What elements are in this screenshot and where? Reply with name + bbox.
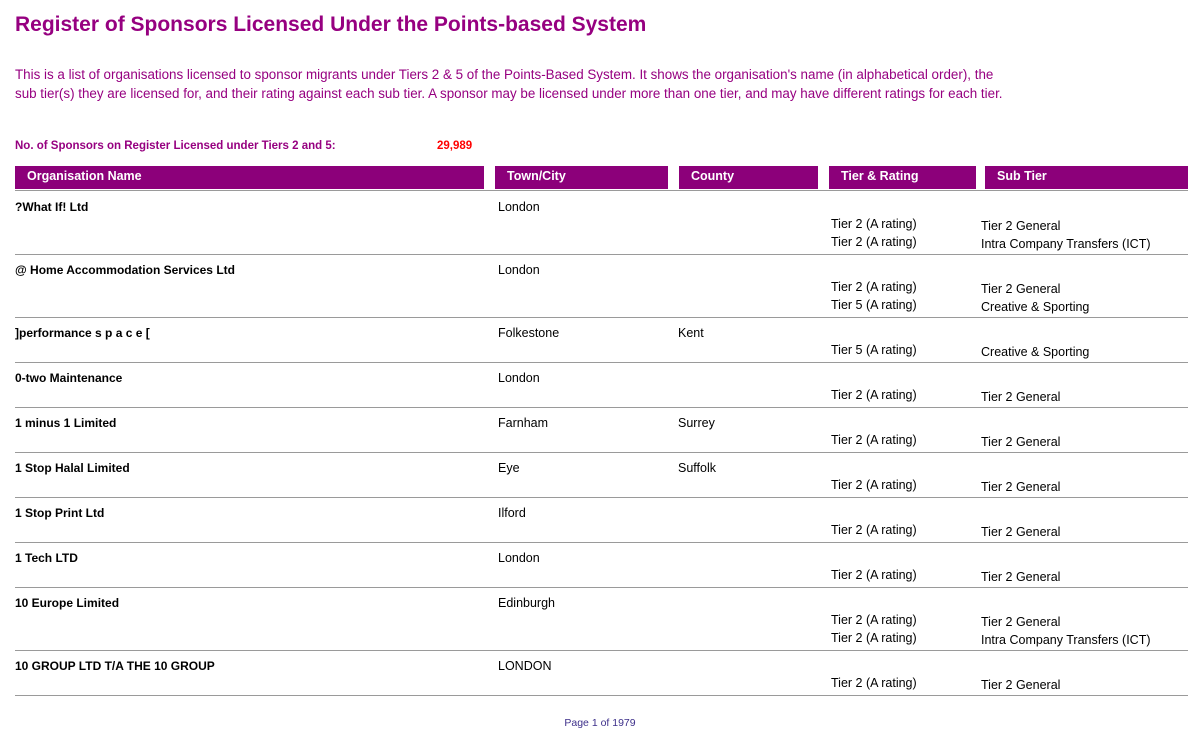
sub-tier: Tier 2 General	[981, 435, 1061, 449]
tier-rating: Tier 2 (A rating)	[831, 523, 917, 537]
organisation-name: ?What If! Ltd	[15, 200, 89, 214]
table-row	[0, 318, 1200, 363]
sub-tier: Tier 2 General	[981, 480, 1061, 494]
tier-rating: Tier 2 (A rating)	[831, 217, 917, 231]
table-row	[0, 453, 1200, 498]
header-town-city: Town/City	[495, 166, 668, 189]
table-row	[0, 192, 1200, 255]
tier-rating: Tier 2 (A rating)	[831, 613, 917, 627]
tier-entry	[0, 478, 1200, 496]
organisation-name: @ Home Accommodation Services Ltd	[15, 263, 235, 277]
organisation-name: ]performance s p a c e [	[15, 326, 150, 340]
tier-entry	[0, 298, 1200, 316]
tier-entry	[0, 343, 1200, 361]
organisation-name: 10 GROUP LTD T/A THE 10 GROUP	[15, 659, 215, 673]
tier-entry	[0, 613, 1200, 631]
header-county: County	[679, 166, 818, 189]
tier-rating: Tier 2 (A rating)	[831, 388, 917, 402]
tier-entry	[0, 433, 1200, 451]
sub-tier: Tier 2 General	[981, 282, 1061, 296]
organisation-name: 10 Europe Limited	[15, 596, 120, 610]
town-city: London	[498, 551, 540, 565]
town-city: Folkestone	[498, 326, 560, 340]
header-organisation-name: Organisation Name	[15, 166, 484, 189]
tier-entry	[0, 280, 1200, 298]
town-city: London	[498, 200, 540, 214]
row-divider	[15, 695, 1188, 696]
sub-tier: Tier 2 General	[981, 615, 1061, 629]
page-footer: Page 1 of 1979	[564, 717, 636, 729]
table-row	[0, 408, 1200, 453]
table-row	[0, 588, 1200, 651]
tier-entry	[0, 235, 1200, 253]
sub-tier: Tier 2 General	[981, 678, 1061, 692]
town-city: Edinburgh	[498, 596, 555, 610]
organisation-name: 1 Stop Halal Limited	[15, 461, 130, 475]
intro-paragraph: This is a list of organisations licensed to sponsor migrants under Tiers 2 & 5 of the Points-Based System. It shows the organisation's name (in alphabetical order), the sub tier(s) they are licensed for, and their rating against each sub tier. A sponsor may be licensed under more than one tier, and may have different ratings for each tier.	[15, 67, 1003, 101]
organisation-name: 1 Tech LTD	[15, 551, 78, 565]
tier-rating: Tier 5 (A rating)	[831, 298, 917, 312]
table-row	[0, 363, 1200, 408]
organisation-name: 0-two Maintenance	[15, 371, 123, 385]
town-city: London	[498, 371, 540, 385]
tier-rating: Tier 5 (A rating)	[831, 343, 917, 357]
tier-entry	[0, 217, 1200, 235]
tier-entry	[0, 523, 1200, 541]
town-city: Eye	[498, 461, 520, 475]
town-city: Ilford	[498, 506, 526, 520]
tier-entry	[0, 676, 1200, 694]
table-row	[0, 255, 1200, 318]
tier-rating: Tier 2 (A rating)	[831, 235, 917, 249]
sub-tier: Tier 2 General	[981, 390, 1061, 404]
tier-rating: Tier 2 (A rating)	[831, 676, 917, 690]
tier-entry	[0, 388, 1200, 406]
sub-tier: Tier 2 General	[981, 570, 1061, 584]
sub-tier: Intra Company Transfers (ICT)	[981, 237, 1151, 251]
sub-tier: Intra Company Transfers (ICT)	[981, 633, 1151, 647]
header-tier-rating: Tier & Rating	[829, 166, 976, 189]
tier-rating: Tier 2 (A rating)	[831, 568, 917, 582]
tier-entry	[0, 631, 1200, 649]
sub-tier: Creative & Sporting	[981, 345, 1090, 359]
table-row	[0, 543, 1200, 588]
county: Surrey	[678, 416, 715, 430]
tier-rating: Tier 2 (A rating)	[831, 478, 917, 492]
sub-tier: Creative & Sporting	[981, 300, 1090, 314]
page-title: Register of Sponsors Licensed Under the Points-based System	[15, 13, 647, 36]
tier-entry	[0, 568, 1200, 586]
sponsor-count-value: 29,989	[437, 140, 473, 152]
tier-rating: Tier 2 (A rating)	[831, 631, 917, 645]
header-sub-tier: Sub Tier	[985, 166, 1188, 189]
tier-rating: Tier 2 (A rating)	[831, 433, 917, 447]
sponsor-count-label: No. of Sponsors on Register Licensed under Tiers 2 and 5:	[15, 140, 336, 152]
sub-tier: Tier 2 General	[981, 219, 1061, 233]
county: Suffolk	[678, 461, 716, 475]
table-row	[0, 651, 1200, 696]
sub-tier: Tier 2 General	[981, 525, 1061, 539]
town-city: London	[498, 263, 540, 277]
organisation-name: 1 Stop Print Ltd	[15, 506, 105, 520]
tier-rating: Tier 2 (A rating)	[831, 280, 917, 294]
table-row	[0, 498, 1200, 543]
organisation-name: 1 minus 1 Limited	[15, 416, 117, 430]
county: Kent	[678, 326, 704, 340]
town-city: Farnham	[498, 416, 549, 430]
town-city: LONDON	[498, 659, 552, 673]
